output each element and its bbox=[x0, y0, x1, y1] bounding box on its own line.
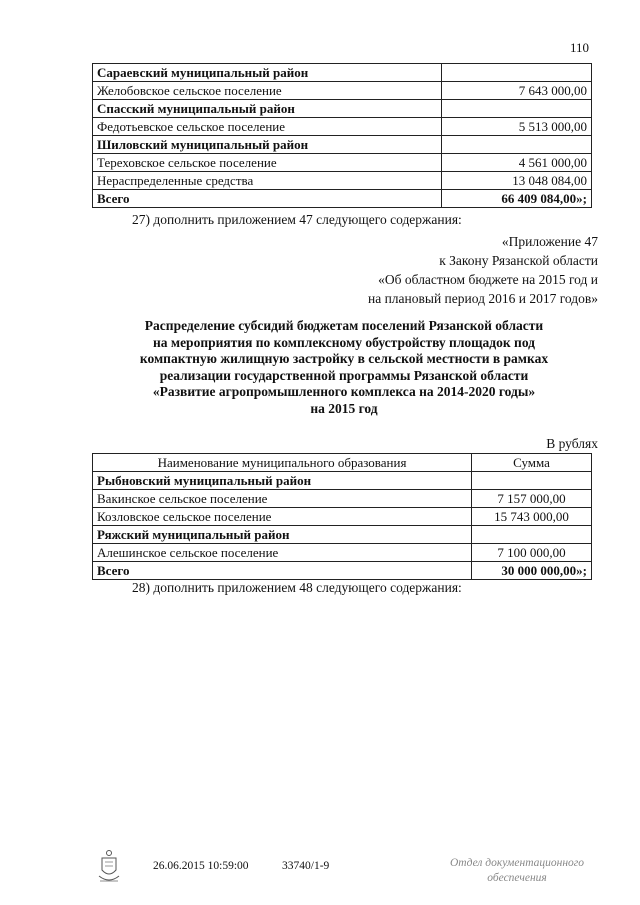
title-line: «Развитие агропромышленного комплекса на 2014-2020 годы» bbox=[152, 384, 536, 399]
settlement-name: Федотьевское сельское поселение bbox=[93, 118, 442, 136]
amount-cell: 7 643 000,00 bbox=[442, 82, 592, 100]
table-row bbox=[93, 508, 592, 526]
total-label: Всего bbox=[93, 190, 442, 208]
department-line: Отдел документационного bbox=[450, 857, 585, 869]
footer-datetime: 26.06.2015 10:59:00 bbox=[153, 860, 249, 872]
amount-cell: 7 100 000,00 bbox=[472, 544, 592, 562]
title-line: компактную жилищную застройку в сельской местности в рамках bbox=[139, 351, 549, 366]
footer-doc-number: 33740/1-9 bbox=[282, 860, 330, 872]
amount-cell bbox=[442, 100, 592, 118]
total-amount: 66 409 084,00»; bbox=[442, 190, 592, 208]
appendix-header bbox=[368, 232, 598, 308]
amount-cell bbox=[472, 526, 592, 544]
total-label: Всего bbox=[93, 562, 472, 580]
district-name: Рыбновский муниципальный район bbox=[93, 472, 472, 490]
appendix-line: на плановый период 2016 и 2017 годов» bbox=[367, 291, 598, 306]
appendix-line: к Закону Рязанской области bbox=[439, 253, 598, 268]
title-line: Распределение субсидий бюджетам поселений Рязанской области bbox=[144, 318, 544, 333]
settlement-name: Тереховское сельское поселение bbox=[93, 154, 442, 172]
district-name: Спасский муниципальный район bbox=[93, 100, 442, 118]
table-row bbox=[93, 82, 592, 100]
document-title bbox=[90, 318, 598, 417]
table-header-row bbox=[93, 454, 592, 472]
department-stamp bbox=[450, 856, 584, 886]
unit-label: В рублях bbox=[546, 436, 598, 451]
header-name: Наименование муниципального образования bbox=[93, 454, 472, 472]
district-name: Сараевский муниципальный район bbox=[93, 64, 442, 82]
settlement-name: Вакинское сельское поселение bbox=[93, 490, 472, 508]
header-amount: Сумма bbox=[472, 454, 592, 472]
amount-cell: 13 048 084,00 bbox=[442, 172, 592, 190]
district-name: Ряжский муниципальный район bbox=[93, 526, 472, 544]
table-row bbox=[93, 118, 592, 136]
crest-emblem-icon bbox=[96, 848, 122, 888]
table-total-row bbox=[93, 562, 592, 580]
table-row bbox=[93, 136, 592, 154]
district-name: Шиловский муниципальный район bbox=[93, 136, 442, 154]
settlement-name: Желобовское сельское поселение bbox=[93, 82, 442, 100]
settlement-name: Нераспределенные средства bbox=[93, 172, 442, 190]
table-row bbox=[93, 172, 592, 190]
settlement-name: Козловское сельское поселение bbox=[93, 508, 472, 526]
total-amount: 30 000 000,00»; bbox=[472, 562, 592, 580]
table-row bbox=[93, 526, 592, 544]
table-row bbox=[93, 64, 592, 82]
paragraph-27: 27) дополнить приложением 47 следующего содержания: bbox=[132, 212, 462, 227]
appendix-line: «Об областном бюджете на 2015 год и bbox=[378, 272, 598, 287]
title-line: реализации государственной программы Рязанской области bbox=[159, 367, 529, 383]
table-row bbox=[93, 100, 592, 118]
table-row bbox=[93, 472, 592, 490]
paragraph-28: 28) дополнить приложением 48 следующего содержания: bbox=[132, 580, 462, 595]
amount-cell bbox=[472, 472, 592, 490]
table-row bbox=[93, 544, 592, 562]
subsidy-table bbox=[92, 453, 592, 580]
amount-cell bbox=[442, 136, 592, 154]
settlement-name: Алешинское сельское поселение bbox=[93, 544, 472, 562]
appendix-line: «Приложение 47 bbox=[501, 234, 598, 249]
amount-cell: 5 513 000,00 bbox=[442, 118, 592, 136]
amount-cell bbox=[442, 64, 592, 82]
title-line: на мероприятия по комплексному обустройству площадок под bbox=[152, 334, 536, 350]
table-row bbox=[93, 154, 592, 172]
amount-cell: 4 561 000,00 bbox=[442, 154, 592, 172]
budget-table-continued bbox=[92, 63, 592, 208]
amount-cell: 15 743 000,00 bbox=[472, 508, 592, 526]
title-line: на 2015 год bbox=[310, 400, 378, 416]
table-row bbox=[93, 490, 592, 508]
amount-cell: 7 157 000,00 bbox=[472, 490, 592, 508]
table-total-row bbox=[93, 190, 592, 208]
department-line: обеспечения bbox=[487, 872, 547, 884]
page-number: 110 bbox=[570, 40, 590, 55]
